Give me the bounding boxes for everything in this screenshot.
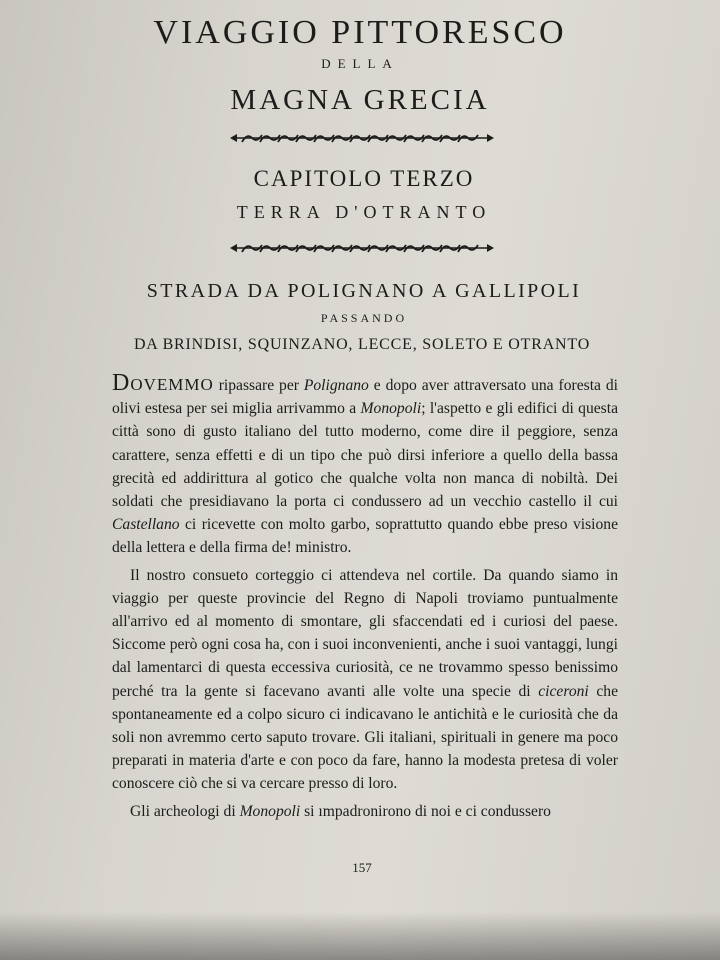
ornament-divider <box>228 241 496 255</box>
body-text <box>112 372 618 823</box>
text-run: Gli archeologi di <box>130 802 240 820</box>
chapter-name: TERRA D'OTRANTO <box>236 202 492 222</box>
italic-term: ciceroni <box>538 682 589 700</box>
italic-place-name: Polignano <box>303 377 369 394</box>
text-run: che spontaneamente ed a colpo sicuro ci indicavano le antichità e le curiosità che da soli non avremmo certo saputo trovare. Gli italiani, spirituali in genere ma poco preparati in materia d'arte e con poco da fare, hanno la modesta pretesa di voler conoscere ciò che si va cercare presso di loro. <box>112 682 618 793</box>
text-run: e dopo aver attraversato una foresta di olivi estesa per sei miglia arrivammo a <box>112 377 618 418</box>
paragraph-2 <box>112 564 618 796</box>
book-title: VIAGGIO PITTORESCO <box>153 14 567 51</box>
ornament-divider <box>228 131 496 145</box>
chapter-number: CAPITOLO TERZO <box>253 166 475 191</box>
italic-term: Castellano <box>112 516 180 534</box>
text-run: ; l'aspetto e gli edifici di questa città sono di gusto italiano del tutto moderno, come dire il peggiore, senza carattere, senza effetti e di un tipo che può dirsi inferiore a quello della bassa grecità ed addirittura al gotico che qualche volta non manca di nobiltà. Dei soldati che presidiavano la porta ci condussero ad un vecchio castello il cui <box>112 400 618 511</box>
page-bottom-shadow <box>0 912 720 960</box>
book-title-connector: DELLA <box>321 56 399 71</box>
paragraph-1 <box>112 372 618 560</box>
italic-place-name: Monopoli <box>239 802 301 820</box>
section-subtitle: PASSANDO <box>320 311 408 325</box>
section-places: DA BRINDISI, SQUINZANO, LECCE, SOLETO E OTRANTO <box>133 336 591 353</box>
text-run: ci ricevette con molto garbo, soprattutto quando ebbe preso visione della lettera e della firma de! ministro. <box>112 516 618 557</box>
text-run: Il nostro consueto corteggio ci attendeva nel cortile. Da quando siamo in viaggio per queste provincie del Regno di Napoli troviamo puntualmente all'arrivo ed al momento di smontare, gli sfaccendati ed i curiosi del paese. Siccome però ogni cosa ha, con i suoi inconvenienti, anche i suoi vantaggi, lungi dal lamentarci di questa eccessiva curiosità, ce ne trovammo spesso benissimo perché tra la gente si facevano avanti alle volte una specie di <box>112 566 618 700</box>
section-title: STRADA DA POLIGNANO A GALLIPOLI <box>146 280 582 302</box>
drop-cap-word: Dovemmo <box>112 370 214 396</box>
text-run: si ımpadronirono di noi e ci condussero <box>300 802 551 820</box>
page-number: 157 <box>352 860 372 875</box>
italic-place-name: Monopoli <box>360 400 422 418</box>
book-subtitle: MAGNA GRECIA <box>230 84 490 116</box>
paragraph-3 <box>112 800 618 823</box>
text-run: ripassare per <box>213 377 304 394</box>
